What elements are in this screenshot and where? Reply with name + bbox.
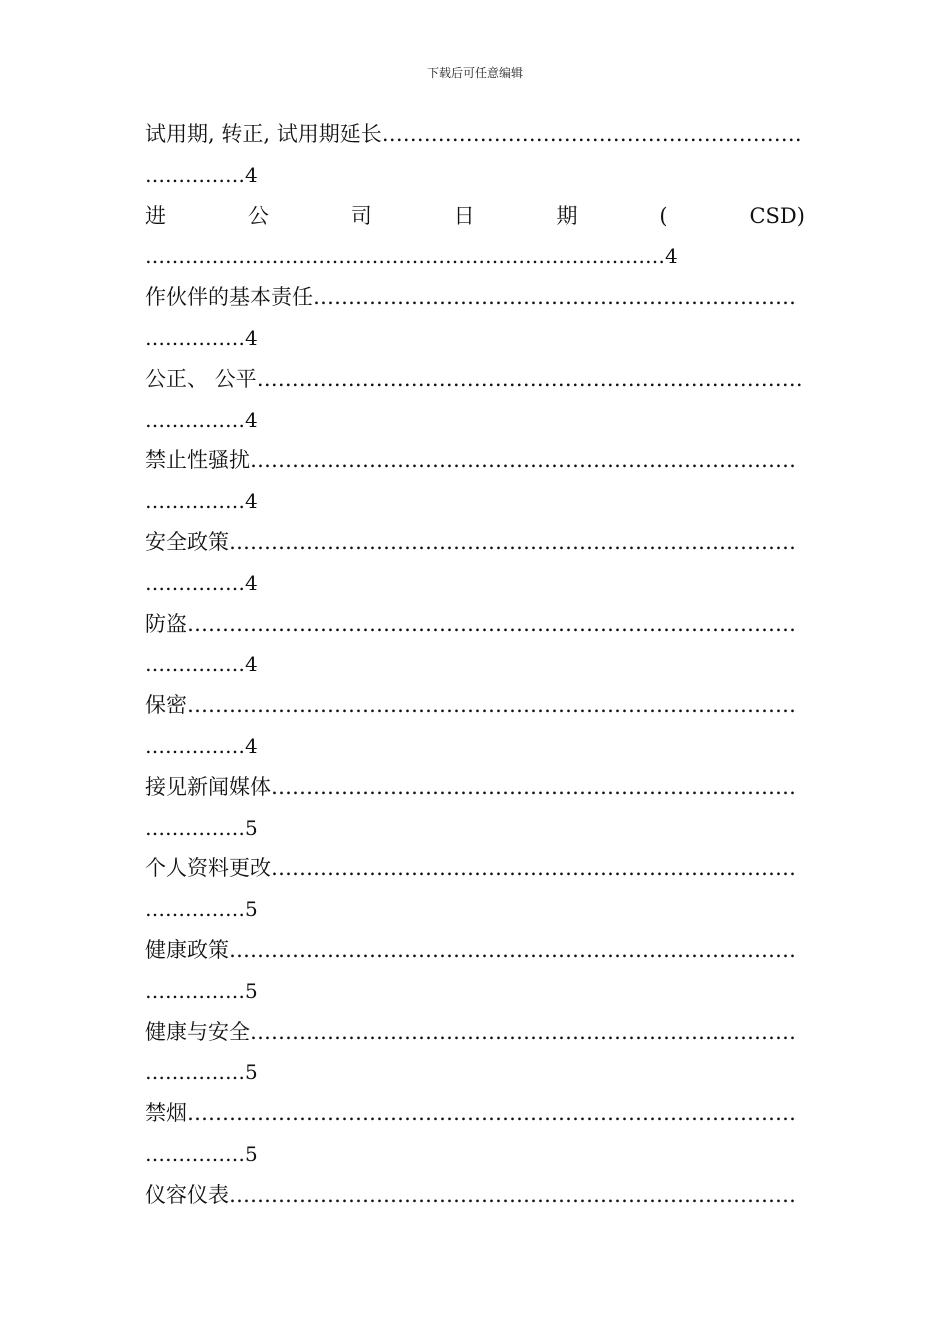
toc-entry-title[interactable] xyxy=(145,114,805,155)
leader-dots: …………… xyxy=(145,407,245,432)
toc-entry-title[interactable] xyxy=(145,604,805,645)
toc-entry-leader xyxy=(145,155,805,196)
toc-page-number: 5 xyxy=(245,1060,258,1085)
leader-dots: …………………………………………………………………………… xyxy=(187,1101,796,1126)
toc-title: 作伙伴的基本责任 xyxy=(145,285,313,310)
toc-page-number: 5 xyxy=(245,978,258,1003)
toc-title-char: 进 xyxy=(145,203,166,228)
toc-entry-leader xyxy=(145,889,805,930)
leader-dots: …………… xyxy=(145,570,245,595)
toc-page-number: 5 xyxy=(245,815,258,840)
toc-title: 禁烟 xyxy=(145,1101,187,1126)
leader-dots: …………………………………………………………… xyxy=(313,285,796,310)
toc-entry-leader xyxy=(145,400,805,441)
leader-dots: …………………………………………………………………… xyxy=(250,1019,796,1044)
toc-entry-title[interactable] xyxy=(145,1175,805,1216)
toc-page-number: 4 xyxy=(665,244,678,269)
toc-entry-leader xyxy=(145,726,805,767)
toc-entry-title[interactable] xyxy=(145,848,805,889)
leader-dots: …………… xyxy=(145,652,245,677)
toc-title: 个人资料更改 xyxy=(145,856,271,881)
leader-dots: …………… xyxy=(145,733,245,758)
toc-entry-title[interactable] xyxy=(145,1012,805,1053)
toc-entry-title[interactable] xyxy=(145,522,805,563)
toc-entry-title[interactable] xyxy=(145,440,805,481)
leader-dots: …………………………………………………………………………… xyxy=(187,611,796,636)
toc-entry-leader xyxy=(145,644,805,685)
toc-title-char: CSD) xyxy=(749,203,805,228)
toc-page-number: 4 xyxy=(245,325,258,350)
toc-title: 试用期, 转正, 试用期延长 xyxy=(145,122,382,146)
toc-entry-leader xyxy=(145,318,805,359)
leader-dots: …………… xyxy=(145,1141,245,1166)
leader-dots: ………………………………………………………………… xyxy=(271,856,796,881)
toc-title: 禁止性骚扰 xyxy=(145,448,250,473)
toc-entry-leader xyxy=(145,808,805,849)
leader-dots: …………………………………………………………………… xyxy=(256,366,803,391)
toc-page-number: 5 xyxy=(245,1141,258,1166)
toc-entry-leader xyxy=(145,1134,805,1175)
leader-dots: …………………………………………………… xyxy=(381,122,802,146)
toc-entry-leader xyxy=(145,481,805,522)
leader-dots: …………… xyxy=(145,489,245,514)
leader-dots: …………… xyxy=(145,162,245,187)
page-header: 下载后可任意编辑 xyxy=(426,66,523,80)
toc-title: 公正、 公平 xyxy=(145,366,257,391)
toc-entry-title[interactable] xyxy=(145,196,805,237)
leader-dots: …………………………………………………………………… xyxy=(145,244,665,269)
leader-dots: …………… xyxy=(145,815,245,840)
leader-dots: …………… xyxy=(145,325,245,350)
leader-dots: ………………………………………………………………… xyxy=(271,774,796,799)
toc-entry-title[interactable] xyxy=(145,767,805,808)
leader-dots: ……………………………………………………………………… xyxy=(229,1182,796,1207)
table-of-contents xyxy=(145,114,805,1216)
toc-title: 安全政策 xyxy=(145,529,229,554)
toc-entry-title[interactable] xyxy=(145,359,805,400)
toc-page-number: 4 xyxy=(245,570,258,595)
toc-page-number: 4 xyxy=(245,652,258,677)
leader-dots: …………… xyxy=(145,1060,245,1085)
toc-page-number: 4 xyxy=(245,733,258,758)
toc-entry-leader xyxy=(145,1052,805,1093)
toc-entry-title[interactable] xyxy=(145,685,805,726)
toc-title-char: 日 xyxy=(453,203,475,228)
toc-title: 仪容仪表 xyxy=(145,1182,229,1207)
toc-entry-title[interactable] xyxy=(145,1093,805,1134)
leader-dots: …………… xyxy=(145,978,245,1003)
leader-dots: ……………………………………………………………………… xyxy=(229,937,796,962)
toc-entry-leader xyxy=(145,563,805,604)
toc-title-char: ( xyxy=(659,203,668,228)
toc-page-number: 4 xyxy=(245,407,258,432)
toc-title: 健康政策 xyxy=(145,937,229,962)
toc-page-number: 4 xyxy=(245,489,258,514)
toc-title: 保密 xyxy=(145,693,187,718)
toc-title-char: 司 xyxy=(350,203,372,228)
toc-title-char: 期 xyxy=(556,203,578,228)
toc-title-char: 公 xyxy=(247,203,269,228)
toc-entry-leader xyxy=(145,971,805,1012)
leader-dots: ……………………………………………………………………… xyxy=(229,529,796,554)
toc-page-number: 5 xyxy=(245,897,258,922)
toc-entry-title[interactable] xyxy=(145,277,805,318)
toc-title: 防盗 xyxy=(145,611,187,636)
leader-dots: …………………………………………………………………… xyxy=(250,448,796,473)
toc-title: 接见新闻媒体 xyxy=(145,774,271,799)
toc-page-number: 4 xyxy=(245,162,258,187)
leader-dots: …………………………………………………………………………… xyxy=(187,693,796,718)
toc-entry-leader xyxy=(145,236,805,277)
toc-title: 健康与安全 xyxy=(145,1019,250,1044)
toc-entry-title[interactable] xyxy=(145,930,805,971)
leader-dots: …………… xyxy=(145,897,245,922)
